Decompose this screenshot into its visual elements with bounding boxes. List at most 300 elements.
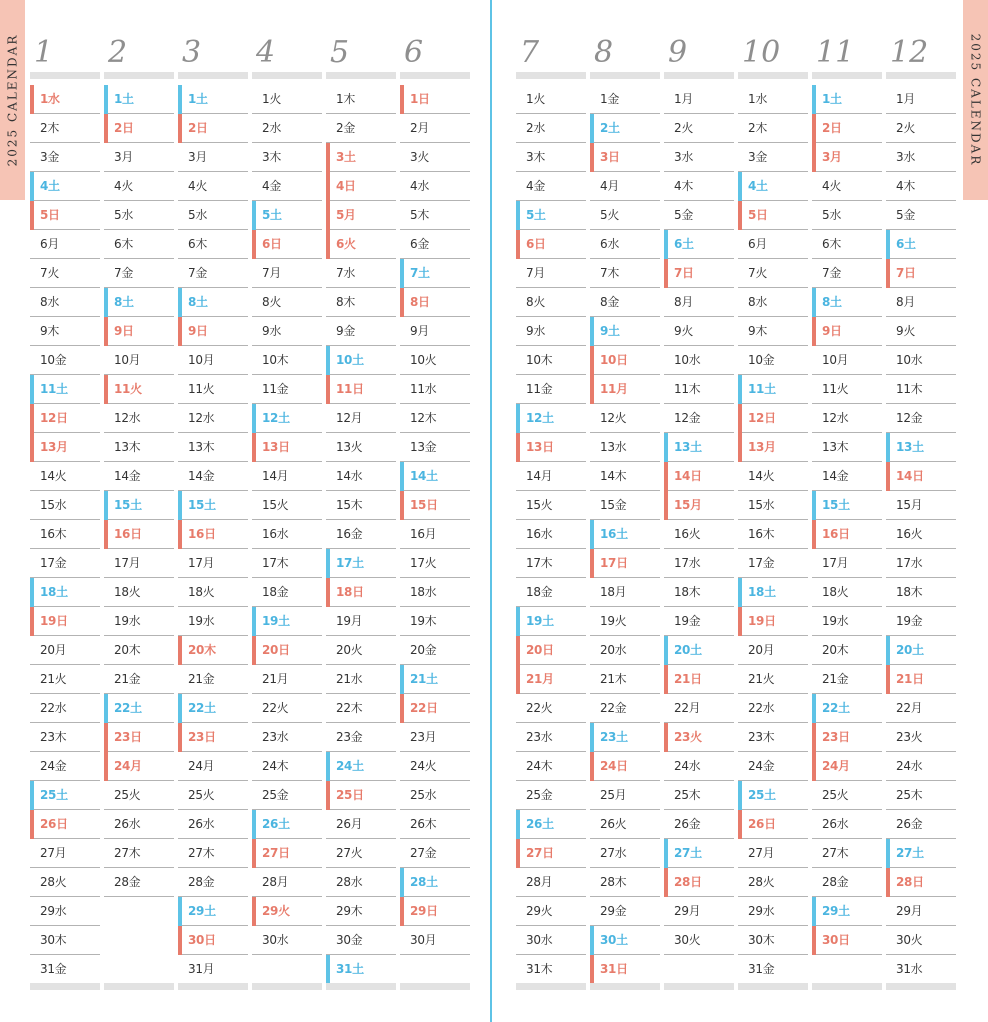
- day-row: [590, 462, 660, 491]
- day-label: 24月: [114, 759, 142, 773]
- center-divider: [490, 0, 492, 1022]
- day-label: 28月: [526, 875, 553, 889]
- day-row: [178, 607, 248, 636]
- day-row: [326, 230, 396, 259]
- day-row: [30, 839, 100, 868]
- day-row: [738, 520, 808, 549]
- day-label: 19土: [262, 614, 290, 628]
- day-label: 18火: [114, 585, 141, 599]
- day-row: [664, 897, 734, 926]
- day-label: 20火: [336, 643, 363, 657]
- day-label: 19土: [526, 614, 554, 628]
- day-label: 15火: [262, 498, 289, 512]
- day-row: [516, 85, 586, 114]
- day-row: [326, 114, 396, 143]
- day-label: 7日: [674, 266, 694, 280]
- day-label: 25月: [600, 788, 627, 802]
- day-row: [516, 781, 586, 810]
- day-label: 26日: [748, 817, 776, 831]
- day-label: 2水: [262, 121, 282, 135]
- month-column-12: [886, 0, 956, 1022]
- day-label: 29火: [262, 904, 290, 918]
- day-label: 1金: [600, 92, 620, 106]
- day-label: 27木: [114, 846, 141, 860]
- day-label: 17土: [336, 556, 364, 570]
- day-row: [516, 375, 586, 404]
- day-label: 15土: [822, 498, 850, 512]
- day-row: [738, 781, 808, 810]
- day-row: [516, 897, 586, 926]
- day-label: 31金: [748, 962, 775, 976]
- day-label: 19日: [40, 614, 68, 628]
- day-label: 20日: [526, 643, 554, 657]
- day-label: 14火: [40, 469, 67, 483]
- day-row: [516, 114, 586, 143]
- day-label: 11火: [114, 382, 142, 396]
- day-row: [178, 752, 248, 781]
- day-row: [400, 404, 470, 433]
- day-label: 12水: [188, 411, 215, 425]
- day-row: [886, 143, 956, 172]
- day-label: 28土: [410, 875, 438, 889]
- day-row: [738, 636, 808, 665]
- day-row: [590, 955, 660, 984]
- day-label: 14金: [114, 469, 141, 483]
- day-label: 1日: [410, 92, 430, 106]
- day-label: 12土: [526, 411, 554, 425]
- day-label: 30金: [336, 933, 363, 947]
- day-row: [886, 897, 956, 926]
- day-row: [812, 462, 882, 491]
- day-row: [812, 926, 882, 955]
- day-label: 1火: [526, 92, 546, 106]
- day-row: [664, 868, 734, 897]
- day-label: 12日: [40, 411, 68, 425]
- day-row: [252, 85, 322, 114]
- day-row: [326, 143, 396, 172]
- day-row: [886, 404, 956, 433]
- day-row: [252, 172, 322, 201]
- day-label: 26水: [822, 817, 849, 831]
- month-number: 10: [742, 35, 781, 70]
- day-row: [252, 549, 322, 578]
- day-label: 16水: [262, 527, 289, 541]
- day-row: [252, 259, 322, 288]
- day-label: 13水: [600, 440, 627, 454]
- day-label: 6土: [674, 237, 694, 251]
- day-row: [252, 520, 322, 549]
- day-row: [178, 433, 248, 462]
- day-row: [104, 694, 174, 723]
- day-row: [664, 143, 734, 172]
- day-label: 21月: [526, 672, 554, 686]
- day-label: 11土: [40, 382, 68, 396]
- day-label: 8木: [336, 295, 356, 309]
- day-label: 30木: [40, 933, 67, 947]
- day-row: [252, 636, 322, 665]
- day-label: 25金: [526, 788, 553, 802]
- day-row: [30, 462, 100, 491]
- day-label: 22火: [526, 701, 553, 715]
- day-row: [664, 520, 734, 549]
- day-row: [516, 172, 586, 201]
- day-row: [664, 346, 734, 375]
- day-label: 17月: [188, 556, 215, 570]
- day-row: [812, 404, 882, 433]
- month-top-bar: [812, 72, 882, 79]
- day-label: 2木: [40, 121, 60, 135]
- day-label: 17月: [114, 556, 141, 570]
- day-label: 5水: [188, 208, 208, 222]
- day-row: [252, 694, 322, 723]
- day-label: 15水: [40, 498, 67, 512]
- month-number: 6: [404, 35, 424, 70]
- day-row: [30, 201, 100, 230]
- day-label: 22土: [188, 701, 216, 715]
- day-row: [590, 259, 660, 288]
- day-row: [516, 288, 586, 317]
- day-row: [590, 375, 660, 404]
- day-label: 1土: [188, 92, 208, 106]
- day-label: 10水: [896, 353, 923, 367]
- day-label: 11日: [336, 382, 364, 396]
- day-label: 29土: [188, 904, 216, 918]
- day-label: 5金: [674, 208, 694, 222]
- day-row: [590, 694, 660, 723]
- day-row: [400, 520, 470, 549]
- day-row: [252, 897, 322, 926]
- day-row: [664, 781, 734, 810]
- month-top-bar: [104, 72, 174, 79]
- day-label: 14月: [262, 469, 289, 483]
- day-row: [886, 694, 956, 723]
- day-label: 20月: [40, 643, 67, 657]
- day-label: 8月: [674, 295, 694, 309]
- day-row: [738, 172, 808, 201]
- day-label: 18火: [188, 585, 215, 599]
- month-number: 2: [108, 35, 128, 70]
- day-label: 19金: [674, 614, 701, 628]
- day-row: [664, 491, 734, 520]
- month-top-bar: [516, 72, 586, 79]
- day-row: [886, 172, 956, 201]
- month-column-3: [178, 0, 248, 1022]
- day-row: [326, 520, 396, 549]
- day-label: 13土: [896, 440, 924, 454]
- month-bottom-bar: [590, 983, 660, 990]
- day-label: 28木: [600, 875, 627, 889]
- day-label: 28火: [40, 875, 67, 889]
- day-row: [178, 317, 248, 346]
- day-row: [812, 694, 882, 723]
- day-row: [590, 781, 660, 810]
- day-label: 28日: [674, 875, 702, 889]
- day-row: [664, 723, 734, 752]
- day-row: [178, 839, 248, 868]
- day-label: 29火: [526, 904, 553, 918]
- day-label: 6金: [410, 237, 430, 251]
- day-label: 12水: [822, 411, 849, 425]
- month-column-1: [30, 0, 100, 1022]
- day-label: 9金: [336, 324, 356, 338]
- day-row: [326, 636, 396, 665]
- day-row: [590, 549, 660, 578]
- day-label: 6月: [40, 237, 60, 251]
- day-label: 21水: [336, 672, 363, 686]
- day-label: 24水: [896, 759, 923, 773]
- day-label: 26土: [526, 817, 554, 831]
- day-label: 21金: [188, 672, 215, 686]
- day-label: 6木: [822, 237, 842, 251]
- day-label: 27月: [748, 846, 775, 860]
- day-label: 29日: [410, 904, 438, 918]
- day-row: [326, 578, 396, 607]
- day-label: 1土: [822, 92, 842, 106]
- day-row: [886, 578, 956, 607]
- day-row: [400, 259, 470, 288]
- day-label: 25日: [336, 788, 364, 802]
- month-top-bar: [738, 72, 808, 79]
- day-row: [326, 868, 396, 897]
- day-label: 16火: [896, 527, 923, 541]
- day-label: 5水: [114, 208, 134, 222]
- day-label: 4火: [114, 179, 134, 193]
- day-label: 1月: [674, 92, 694, 106]
- day-row: [516, 636, 586, 665]
- day-row: [252, 723, 322, 752]
- day-row: [886, 201, 956, 230]
- day-label: 30木: [748, 933, 775, 947]
- day-label: 10月: [822, 353, 849, 367]
- day-row: [326, 926, 396, 955]
- day-label: 29金: [600, 904, 627, 918]
- day-label: 27水: [600, 846, 627, 860]
- day-row: [252, 288, 322, 317]
- day-label: 22土: [114, 701, 142, 715]
- day-label: 5土: [262, 208, 282, 222]
- day-label: 23日: [114, 730, 142, 744]
- day-row: [590, 520, 660, 549]
- day-row: [738, 114, 808, 143]
- day-row: [178, 694, 248, 723]
- day-label: 15月: [674, 498, 702, 512]
- left-page: [0, 0, 491, 1022]
- day-label: 12日: [748, 411, 776, 425]
- day-label: 24月: [822, 759, 850, 773]
- day-label: 3月: [822, 150, 842, 164]
- day-row: [812, 317, 882, 346]
- day-row: [178, 375, 248, 404]
- day-row: [812, 172, 882, 201]
- day-row: [104, 578, 174, 607]
- day-label: 9日: [114, 324, 134, 338]
- day-row: [738, 926, 808, 955]
- day-row: [886, 549, 956, 578]
- day-label: 30日: [822, 933, 850, 947]
- day-row: [400, 868, 470, 897]
- day-label: 3月: [188, 150, 208, 164]
- day-label: 24火: [410, 759, 437, 773]
- day-row: [178, 897, 248, 926]
- day-row: [664, 259, 734, 288]
- day-label: 16木: [40, 527, 67, 541]
- day-label: 7木: [600, 266, 620, 280]
- day-label: 11土: [748, 382, 776, 396]
- day-label: 9木: [40, 324, 60, 338]
- day-row: [590, 491, 660, 520]
- day-label: 6土: [896, 237, 916, 251]
- month-bottom-bar: [738, 983, 808, 990]
- day-row: [738, 317, 808, 346]
- day-row: [252, 491, 322, 520]
- day-label: 31金: [40, 962, 67, 976]
- day-row: [590, 288, 660, 317]
- day-label: 17日: [600, 556, 628, 570]
- day-label: 4日: [336, 179, 356, 193]
- day-row: [326, 781, 396, 810]
- day-label: 12月: [336, 411, 363, 425]
- day-label: 2月: [410, 121, 430, 135]
- day-label: 17金: [748, 556, 775, 570]
- month-bottom-bar: [326, 983, 396, 990]
- day-row: [104, 288, 174, 317]
- day-label: 8水: [748, 295, 768, 309]
- day-row: [326, 897, 396, 926]
- day-row: [178, 230, 248, 259]
- day-row: [738, 375, 808, 404]
- day-label: 25火: [188, 788, 215, 802]
- day-row: [178, 404, 248, 433]
- day-label: 25木: [896, 788, 923, 802]
- day-label: 3日: [600, 150, 620, 164]
- day-row: [104, 810, 174, 839]
- day-row: [516, 723, 586, 752]
- day-row: [30, 259, 100, 288]
- day-label: 27木: [188, 846, 215, 860]
- month-column-6: [400, 0, 470, 1022]
- day-label: 6日: [526, 237, 546, 251]
- month-column-5: [326, 0, 396, 1022]
- day-row: [738, 752, 808, 781]
- day-row: [400, 346, 470, 375]
- month-column-11: [812, 0, 882, 1022]
- day-row: [104, 520, 174, 549]
- day-row: [252, 375, 322, 404]
- day-label: 14金: [188, 469, 215, 483]
- day-label: 18火: [822, 585, 849, 599]
- day-row: [252, 230, 322, 259]
- day-label: 24金: [40, 759, 67, 773]
- day-row: [326, 694, 396, 723]
- day-label: 7金: [114, 266, 134, 280]
- day-row: [252, 752, 322, 781]
- day-label: 5日: [748, 208, 768, 222]
- day-row: [738, 839, 808, 868]
- day-row: [590, 868, 660, 897]
- day-label: 16日: [114, 527, 142, 541]
- day-label: 8火: [526, 295, 546, 309]
- month-number: 5: [330, 35, 350, 70]
- day-label: 18木: [674, 585, 701, 599]
- day-row: [590, 636, 660, 665]
- day-label: 3木: [526, 150, 546, 164]
- day-row: [664, 607, 734, 636]
- day-row: [590, 607, 660, 636]
- day-label: 16金: [336, 527, 363, 541]
- day-row: [30, 752, 100, 781]
- day-row: [252, 868, 322, 897]
- day-label: 27月: [40, 846, 67, 860]
- day-label: 22水: [748, 701, 775, 715]
- day-row: [400, 926, 470, 955]
- day-row: [104, 114, 174, 143]
- day-row: [326, 201, 396, 230]
- day-row: [178, 578, 248, 607]
- day-row: [178, 201, 248, 230]
- day-row: [252, 346, 322, 375]
- day-label: 8土: [188, 295, 208, 309]
- day-row: [30, 723, 100, 752]
- day-row: [104, 143, 174, 172]
- day-label: 31木: [526, 962, 553, 976]
- day-row: [812, 781, 882, 810]
- day-label: 13火: [336, 440, 363, 454]
- day-row: [738, 85, 808, 114]
- day-row: [30, 172, 100, 201]
- day-label: 17水: [674, 556, 701, 570]
- day-label: 11木: [674, 382, 701, 396]
- day-label: 8水: [40, 295, 60, 309]
- day-row: [400, 462, 470, 491]
- day-row: [326, 346, 396, 375]
- day-label: 15木: [336, 498, 363, 512]
- month-number: 1: [34, 35, 54, 70]
- day-row: [104, 375, 174, 404]
- day-row: [886, 723, 956, 752]
- day-row: [400, 317, 470, 346]
- day-row: [886, 346, 956, 375]
- day-row: [400, 781, 470, 810]
- spine-label-right: 2025 CALENDAR: [968, 33, 983, 167]
- day-row: [812, 230, 882, 259]
- day-label: 10月: [114, 353, 141, 367]
- day-label: 18金: [262, 585, 289, 599]
- day-label: 20木: [822, 643, 849, 657]
- month-bottom-bar: [178, 983, 248, 990]
- day-row: [30, 810, 100, 839]
- day-row: [738, 491, 808, 520]
- day-row: [590, 85, 660, 114]
- day-row: [738, 346, 808, 375]
- day-label: 10金: [748, 353, 775, 367]
- day-row: [400, 433, 470, 462]
- day-label: 20土: [674, 643, 702, 657]
- day-label: 18日: [336, 585, 364, 599]
- day-row: [664, 549, 734, 578]
- day-row: [590, 926, 660, 955]
- day-row: [590, 897, 660, 926]
- day-label: 24木: [526, 759, 553, 773]
- day-row: [400, 201, 470, 230]
- day-row: [104, 723, 174, 752]
- day-label: 1土: [114, 92, 134, 106]
- day-label: 23月: [410, 730, 437, 744]
- month-column-4: [252, 0, 322, 1022]
- day-row: [326, 955, 396, 984]
- day-label: 2日: [114, 121, 134, 135]
- day-row: [400, 607, 470, 636]
- day-label: 5金: [896, 208, 916, 222]
